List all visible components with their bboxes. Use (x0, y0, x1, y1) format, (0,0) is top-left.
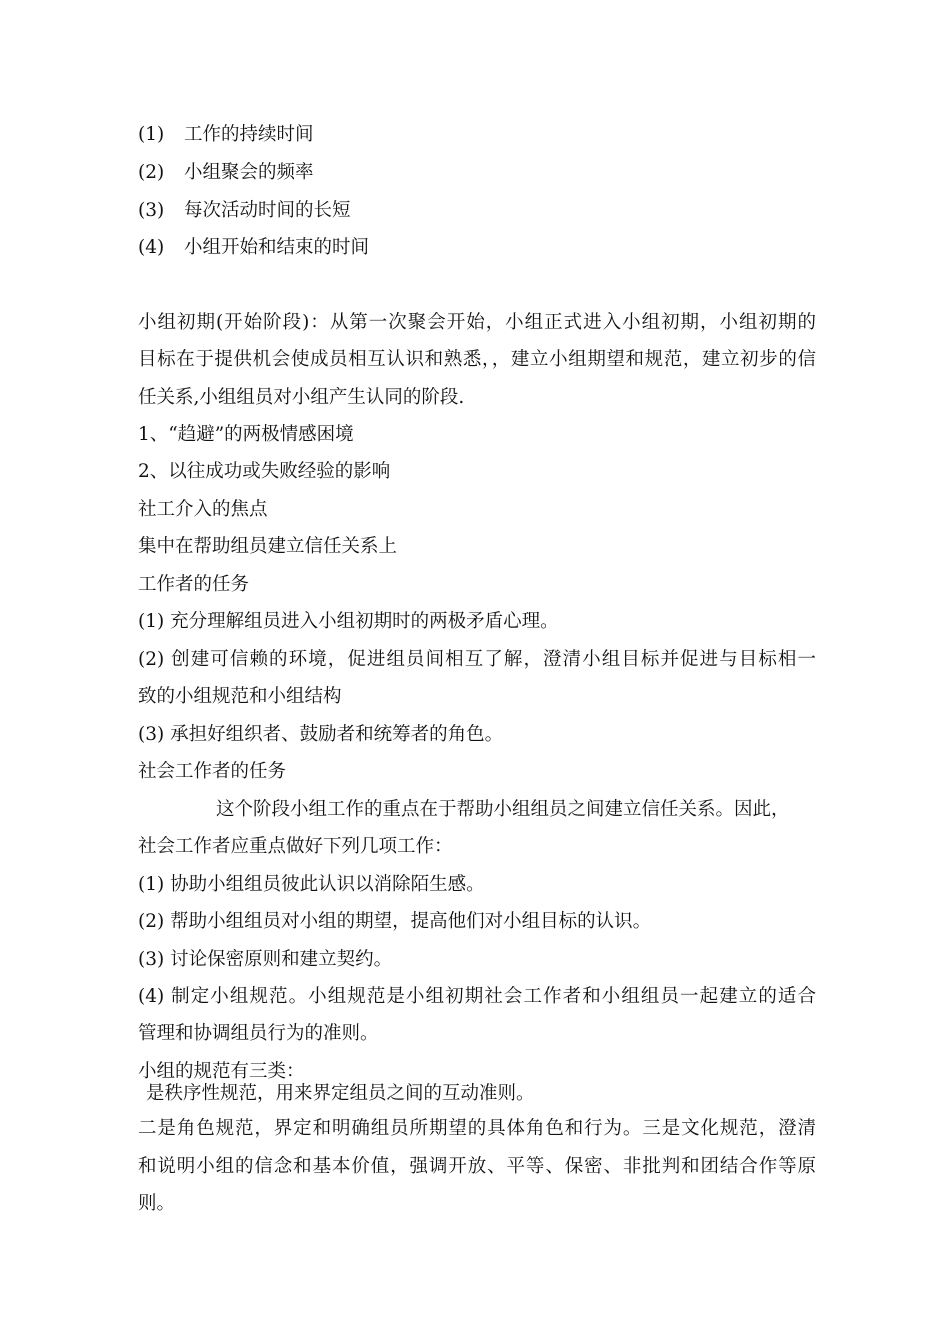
task-item (138, 648, 816, 672)
section-heading: 小组的规范有三类： (138, 1061, 305, 1082)
list-item-number: (2) (138, 162, 165, 183)
task-item-text: (2) 创建可信赖的环境，促进组员间相互了解，澄清小组目标并促进与目标相一 (138, 649, 816, 670)
list-item-number: (3) (138, 200, 165, 221)
paragraph-text: 二是角色规范，界定和明确组员所期望的具体角色和行为。三是文化规范，澄清 (138, 1118, 816, 1139)
task-item-continuation: 管理和协调组员行为的准则。 (138, 1023, 379, 1044)
task-item (138, 985, 816, 1009)
list-item-text: 小组聚会的频率 (184, 162, 314, 183)
paragraph-line: 社会工作者应重点做好下列几项工作： (138, 836, 453, 857)
list-item-text: 小组开始和结束的时间 (184, 237, 370, 258)
point-item: 2、以往成功或失败经验的影响 (138, 461, 391, 482)
task-item: (2) 帮助小组组员对小组的期望，提高他们对小组目标的认识。 (138, 911, 652, 932)
task-item-text: (4) 制定小组规范。小组规范是小组初期社会工作者和小组组员一起建立的适合 (138, 986, 816, 1007)
paragraph-line: 集中在帮助组员建立信任关系上 (138, 536, 398, 557)
intro-paragraph-line (138, 311, 816, 335)
list-item-number: (1) (138, 124, 165, 145)
list-item (138, 161, 314, 185)
task-item: (1) 充分理解组员进入小组初期时的两极矛盾心理。 (138, 611, 559, 632)
paragraph-line: 这个阶段小组工作的重点在于帮助小组组员之间建立信任关系。因此， (216, 799, 790, 820)
paragraph-text: 和说明小组的信念和基本价值，强调开放、平等、保密、非批判和团结合作等原 (138, 1156, 816, 1177)
intro-text: 小组初期(开始阶段)：从第一次聚会开始，小组正式进入小组初期，小组初期的 (138, 312, 816, 333)
point-item: 1、“趋避”的两极情感困境 (138, 424, 354, 445)
section-heading: 社会工作者的任务 (138, 761, 287, 782)
paragraph-line: 则。 (138, 1193, 176, 1214)
intro-paragraph-line (138, 348, 816, 372)
task-item: (1) 协助小组组员彼此认识以消除陌生感。 (138, 874, 485, 895)
list-item (138, 236, 369, 260)
list-item-number: (4) (138, 237, 165, 258)
paragraph-line: 是秩序性规范，用来界定组员之间的互动准则。 (146, 1083, 535, 1104)
section-heading: 社工介入的焦点 (138, 499, 268, 520)
task-item-continuation: 致的小组规范和小组结构 (138, 686, 342, 707)
list-item (138, 199, 351, 223)
list-item-text: 每次活动时间的长短 (184, 200, 351, 221)
list-item (138, 123, 314, 147)
intro-paragraph-line: 任关系,小组组员对小组产生认同的阶段. (138, 387, 465, 408)
intro-text: 目标在于提供机会使成员相互认识和熟悉，，建立小组期望和规范，建立初步的信 (138, 349, 816, 370)
section-heading: 工作者的任务 (138, 574, 250, 595)
task-item: (3) 承担好组织者、鼓励者和统筹者的角色。 (138, 724, 504, 745)
paragraph-line (138, 1155, 816, 1179)
paragraph-line (138, 1117, 816, 1141)
task-item: (3) 讨论保密原则和建立契约。 (138, 949, 393, 970)
list-item-text: 工作的持续时间 (184, 124, 314, 145)
